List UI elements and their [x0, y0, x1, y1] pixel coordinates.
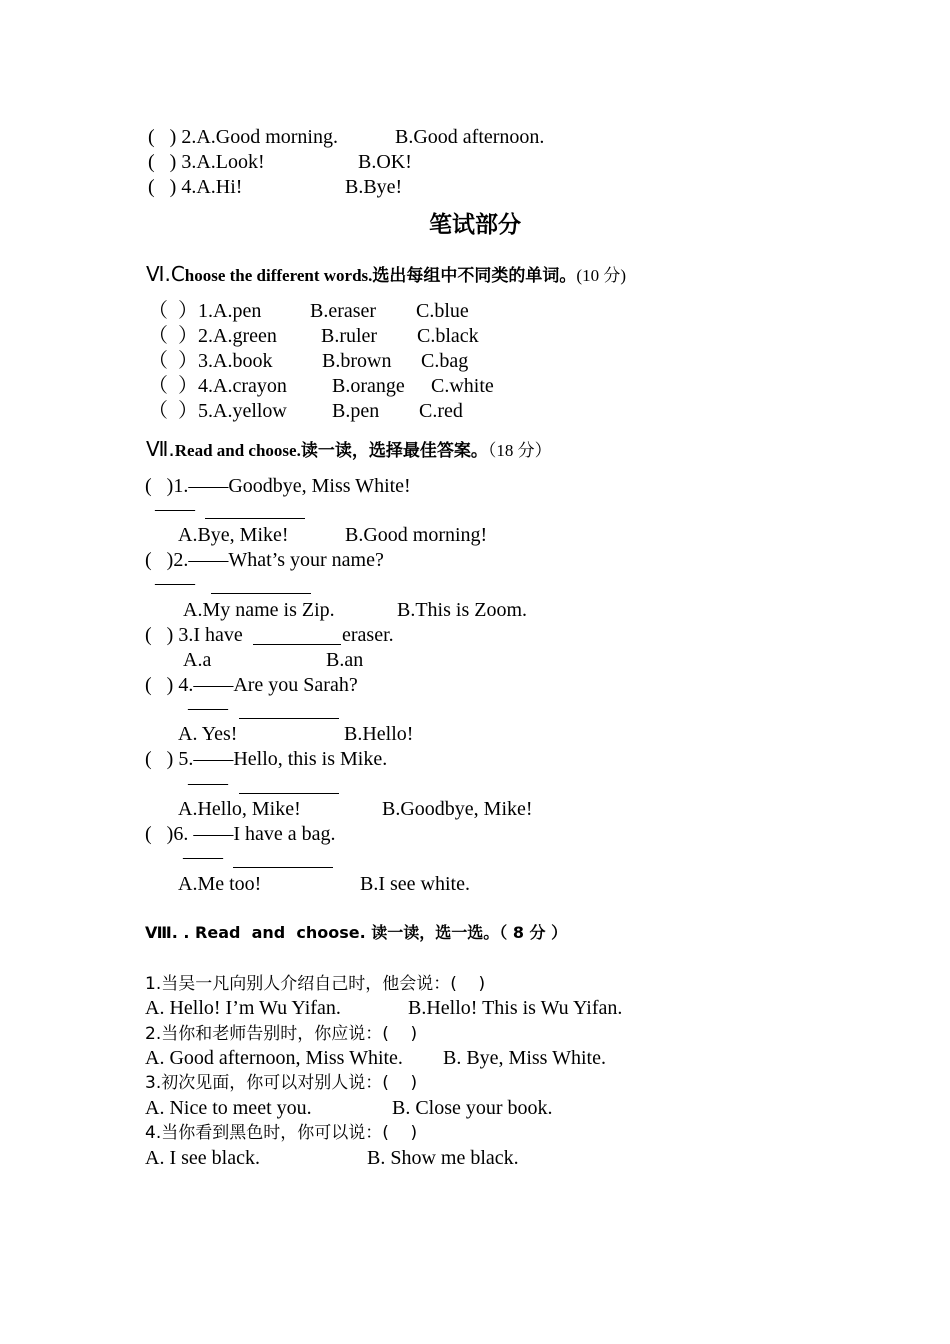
section-7-instruction: Read and choose.读一读，选择最佳答案。: [174, 441, 488, 460]
s8-q1-option-b: B.Hello! This is Wu Yifan.: [408, 997, 623, 1019]
s8-q2-option-b: B. Bye, Miss White.: [443, 1047, 606, 1069]
s6-item-3-b: B.brown: [322, 350, 392, 372]
s7-q6-option-b: B.I see white.: [360, 873, 470, 895]
s7-q2-response-dash: ——: [155, 572, 195, 594]
listening-item-3: ( ) 3.A.Look!: [148, 151, 265, 173]
s7-q2-answer-blank: [211, 593, 311, 594]
s8-q2-option-a: A. Good afternoon, Miss White.: [145, 1047, 403, 1069]
s7-q4-response-dash: ——: [188, 697, 228, 719]
s7-q1-answer-blank: [205, 518, 305, 519]
s7-q5-answer-blank: [239, 793, 339, 794]
s7-q3-answer-blank: [253, 644, 341, 645]
s7-q6-response-dash: ——: [183, 846, 223, 868]
written-section-title: 笔试部分: [429, 212, 521, 238]
section-6-heading: [146, 262, 626, 288]
listening-item-2: ( ) 2.A.Good morning.: [148, 126, 338, 148]
section-7-heading: [146, 437, 552, 463]
s8-question-2: 2.当你和老师告别时，你应说：( ): [145, 1024, 418, 1044]
listening-item-3-option-b: B.OK!: [358, 151, 412, 173]
section-6-score: (10 分): [576, 266, 626, 285]
s6-item-2-b: B.ruler: [321, 325, 378, 347]
s6-item-5-c: C.red: [419, 400, 463, 422]
s7-question-3: ( ) 3.I have: [145, 624, 243, 646]
s6-item-1-b: B.eraser: [310, 300, 377, 322]
s6-item-4-c: C.white: [431, 375, 494, 397]
s6-item-2-c: C.black: [417, 325, 479, 347]
s7-q1-option-a: A.Bye, Mike!: [178, 524, 289, 546]
section-6-lead-letter: C: [170, 262, 185, 286]
s8-question-3: 3.初次见面，你可以对别人说：( ): [145, 1073, 418, 1093]
s6-item-1-c: C.blue: [416, 300, 469, 322]
s7-q5-response-dash: ——: [188, 772, 228, 794]
s7-q4-option-a: A. Yes!: [178, 723, 238, 745]
s7-q2-option-b: B.This is Zoom.: [397, 599, 528, 621]
s7-question-4: ( ) 4.——Are you Sarah?: [145, 674, 358, 696]
s6-item-3: （ ）3.A.book: [148, 350, 273, 372]
s6-item-3-c: C.bag: [421, 350, 469, 372]
s6-item-4: （ ）4.A.crayon: [148, 375, 287, 397]
s8-question-1: 1.当吴一凡向别人介绍自己时，他会说：( ): [145, 974, 486, 994]
s7-question-1: ( )1.——Goodbye, Miss White!: [145, 475, 411, 497]
s7-q3-option-a: A.a: [183, 649, 212, 671]
s6-item-1: （ ）1.A.pen: [148, 300, 262, 322]
section-7-score: （18 分）: [487, 441, 552, 460]
s7-q4-answer-blank: [239, 718, 339, 719]
s7-q1-response-dash: ——: [155, 498, 195, 520]
s8-q4-option-a: A. I see black.: [145, 1147, 260, 1169]
section-6-number: Ⅵ.: [146, 262, 171, 286]
s7-question-6: ( )6. ——I have a bag.: [145, 823, 336, 845]
s8-q3-option-b: B. Close your book.: [392, 1097, 553, 1119]
s7-q3-option-b: B.an: [326, 649, 364, 671]
s6-item-5-b: B.pen: [332, 400, 380, 422]
s7-q4-option-b: B.Hello!: [344, 723, 414, 745]
s8-q1-option-a: A. Hello! I’m Wu Yifan.: [145, 997, 341, 1019]
s6-item-5: （ ）5.A.yellow: [148, 400, 287, 422]
s7-q5-option-b: B.Goodbye, Mike!: [382, 798, 533, 820]
listening-item-4: ( ) 4.A.Hi!: [148, 176, 243, 198]
s7-question-3-end: eraser.: [342, 624, 394, 646]
s8-q3-option-a: A. Nice to meet you.: [145, 1097, 312, 1119]
listening-item-4-option-b: B.Bye!: [345, 176, 403, 198]
s6-item-4-b: B.orange: [332, 375, 405, 397]
s7-question-5: ( ) 5.——Hello, this is Mike.: [145, 748, 388, 770]
s7-q5-option-a: A.Hello, Mike!: [178, 798, 301, 820]
section-7-number: Ⅶ.: [146, 437, 175, 461]
s8-q4-option-b: B. Show me black.: [367, 1147, 519, 1169]
listening-item-2-option-b: B.Good afternoon.: [395, 126, 545, 148]
s7-q1-option-b: B.Good morning!: [345, 524, 488, 546]
s7-question-2: ( )2.——What’s your name?: [145, 549, 384, 571]
s6-item-2: （ ）2.A.green: [148, 325, 277, 347]
section-8-heading: Ⅷ. . Read and choose. 读一读，选一选。（ 8 分 ）: [145, 923, 568, 942]
s7-q6-option-a: A.Me too!: [178, 873, 262, 895]
section-6-instruction: hoose the different words.选出每组中不同类的单词。: [184, 266, 577, 285]
s8-question-4: 4.当你看到黑色时，你可以说：( ): [145, 1123, 418, 1143]
s7-q2-option-a: A.My name is Zip.: [183, 599, 335, 621]
s7-q6-answer-blank: [233, 867, 333, 868]
